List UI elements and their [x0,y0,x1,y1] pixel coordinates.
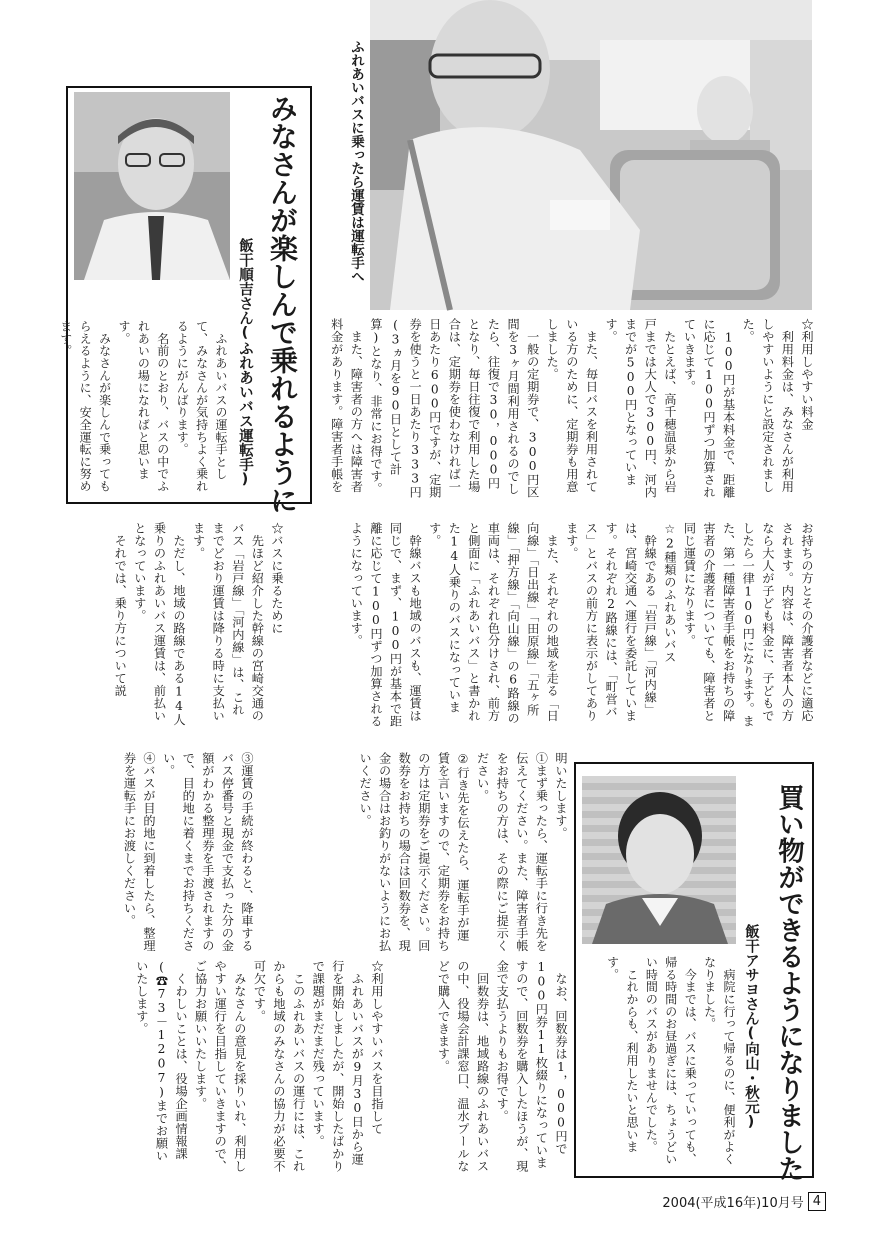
passenger-headline: 買い物ができるようになりました [773,784,804,1182]
driver-profile-box [58,86,312,514]
article-boarding-column: ☆バスに乗るために 先ほど紹介した幹線の宮崎交通のバス「岩戸線」「河内線」は、これまでどおり運賃は降りる時に支払います。 ただし、地域の路線である14人乗りのふれあいバス運賃は、前払いとなっています。 それでは、乗り方について説 [113,522,284,726]
article-goals-column: ☆利用しやすいバスを目指して ふれあいバスが9月30日から運行を開始しましたが、開始したばかりで課題がまだまだ残っています。 このふれあいバスの運行には、これからも地域のみなさんの協力が必要不可欠です。 みなさんの意見を採りいれ、利用しやすい運行を目指していきますので、ご協力お願いいたします。 くわしいことは、役場企画情報課(☎73－1207)までお願いいたします。 [134,960,384,1173]
passenger-comment: 病院に行って帰るのに、便利がよくなりました。 今までは、バスに乗っていっても、帰る時間のお昼過ぎには、ちょうどいい時間のバスがありませんでした。 これからも、利用したいと思います。 [605,956,736,1166]
driver-comment: ふれあいバスの運転手として、みなさんが気持ちよく乗れるようにがんばります。 名前のとおり、バスの中でふれあいの場になればと思います。 みなさんが楽しんで乗ってもらえるように、安全運転に努めます。 [58,320,228,493]
article-steps-column-b: ③運賃の手続が終わると、降車するバス停番号と現金で支払った分の金額がわかる整理券を手渡されますので、目的地に着くまでお持ちください。 ④バスが目的地に到着したら、整理券を運転手にお渡しください。 [122,752,254,952]
main-photo-caption: ふれあいバスに乗ったら運賃は運転手へ [348,40,364,283]
article-coupons-column: なお、回数券は1，000円で100円券11枚綴りになっていますので、回数券を購入したほうが、現金で支払うよりもお得です。 回数券は、地域路線のふれあいバスの中、役場会計課窓口、温水プールなどで購入できます。 [436,960,568,1173]
page-number: 4 [808,1192,826,1211]
article-fares-column: ☆利用しやすい料金 利用料金は、みなさんが利用しやすいようにと設定されました。 100円が基本料金で、距離に応じて100円ずつ加算されていきます。 たとえば、高千穂温泉から岩戸までは大人で300円、河内までが500円となっています。 また、毎日バスを利用されている方のために、定期券も用意しました。 一般の定期券で、300円区間を3ヶ月間利用されるのでしたら、往復で30，000円となり、毎日往復で利用した場合は、定期券を使わなければ一日あたり600円ですが、定期券を使うと一日あたり333円(3ヵ月を90日として計算)となり、非常にお得です。 また、障害者の方へは障害者料金があります。障害者手帳を [329,318,814,499]
bus-photo-illustration [370,0,812,310]
page-footer [662,1192,826,1211]
driver-name: 飯干順吉さん(ふれあいバス運転手) [237,238,253,488]
article-bus-types-column: お持ちの方とその介護者などに適応されます。内容は、障害者本人の方なら大人が子ども料金に、子どもでしたら一律100円になります。また、第一種障害者手帳をお持ちの障害者の介護者についても、障害者と同じ運賃になります。 ☆2種類のふれあいバス 幹線である「岩戸線」「河内線」は、宮崎交通へ運行を委託しています。それぞれ2路線には、「町営バス」とバスの前方に表示がしてあります。 また、それぞれの地域を走る「日向線」「日出線」「田原線」「五ヶ所線」「押方線」「向山線」の6路線の車両は、それぞれ色分けされ、前方と側面に「ふれあいバス」と書かれた14人乗りのバスになっています。 幹線バスも地域のバスも、運賃は同じで、まず、100円が基本で距離に応じて100円ずつ加算されるようになっています。 [349,522,814,728]
bus-interior-photo [370,0,812,310]
issue-label: 2004(平成16年)10月号 [662,1196,804,1211]
passenger-profile-box [574,762,814,1182]
passenger-portrait [582,776,736,944]
passenger-name: 飯干アサヨさん(向山・秋元) [743,924,759,1130]
article-steps-column-a: 明いたします。 ①まず乗ったら、運転手に行き先を伝えてください。また、障害者手帳をお持ちの方は、その際にご提示ください。 ②行き先を伝えたら、運転手が運賃を言いますので、定期券をお持ちの方は定期券をご提示ください。回数券をお持ちの場合は回数券を、現金の場合はお釣りがないようにお払いください。 [358,752,568,952]
driver-headline: みなさんが楽しんで乗れるように [266,94,299,514]
passenger-photo [582,776,736,944]
driver-portrait [74,92,230,280]
driver-photo [74,92,230,280]
